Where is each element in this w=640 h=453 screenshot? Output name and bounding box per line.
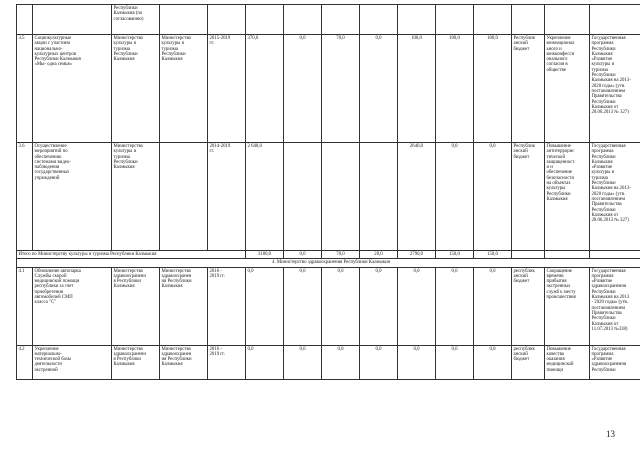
expected-result: Укрепление межнационал ьного и межконфесси онального согласия в обществе [546,36,575,73]
funding-total: 370,0 [246,35,284,143]
funding-total: 0,0 [246,345,284,379]
funding-2019: 0,0 [436,143,474,251]
funding-2019: 0,0 [436,267,474,345]
total-value: 2790,0 [398,251,436,259]
funding-2018: 2640,0 [398,143,436,251]
expected-result: Повышение качества оказания медицинской помощи [546,346,574,373]
executor-cell: Министерство здравоохранени я Республики Калмыкия [113,346,146,368]
page-number: 13 [606,429,615,439]
executor-cell: Республики Калмыкия (по согласованию) [113,6,144,22]
period-cell: 2015-2019 гг. [209,36,231,47]
funding-source: республик анский бюджет [513,268,535,285]
executor-cell: Министерство здравоохранени я Республики Калмыкия [113,268,146,290]
measures-table [16,4,640,380]
state-program: Государственная программа Республики Калмыкия «Развитие культуры и туризма Республики Калмыкия на 2013- 2020 годы» (утв. постановлением Правительства Республики Калмыкия от 28.06.2013 № 327) [591,144,631,224]
total-value: 150,0 [436,251,474,259]
funding-2019: 0,0 [436,345,474,379]
funding-2016: 0,0 [322,267,360,345]
measure-name: Укрепление материально- технической базы деятельности экстренной [34,346,71,373]
funding-2016: 0,0 [322,345,360,379]
row-number: 3.6 [17,143,33,251]
funding-2020: 0,0 [474,267,512,345]
total-value: 150,0 [474,251,512,259]
funding-total: 0,0 [246,267,284,345]
row-number: 4.1 [17,267,33,345]
row-number: 4.2 [17,345,33,379]
total-label: Итого по Министерству культуры и туризма Республики Калмыкия [17,251,246,259]
table-row [17,267,640,345]
measure-name: Обновление автопарка Службы скорой медицинской помощи республики за счет приобретения автомобилей СМП класса "С" [34,268,81,306]
table-row [17,345,640,379]
funding-2020: 0,0 [474,143,512,251]
coexecutor-cell: Министерство здравоохранен ия Республики Калмыкия [161,346,192,368]
state-program: Государственная программа Республики Калмыкия «Развитие культуры и туризма Республики Калмыкия на 2013- 2020 годы» (утв. постановлением Правительства Республики Калмыкия от 28.06.2013 № 327) [591,36,631,116]
period-cell: 2014-2019 гг. [209,144,231,155]
total-value: 3180,0 [246,251,284,259]
total-row [17,251,640,259]
table-row [17,35,640,143]
total-value: 0,0 [284,251,322,259]
funding-2016 [322,143,360,251]
funding-2015 [284,143,322,251]
funding-2017: 0,0 [360,345,398,379]
funding-2017: 0,0 [360,35,398,143]
section-header-row [17,259,640,267]
funding-total: 2 640,0 [246,143,284,251]
coexecutor-cell: Министерство здравоохранен ия Республики Калмыкия [161,268,192,290]
funding-2015: 0,0 [284,345,322,379]
funding-2019: 100,0 [436,35,474,143]
funding-2015: 0,0 [284,267,322,345]
measure-name: Социокультурные акции с участием национально- культурных центров Республики Калмыкия «Мы- одна семья» [34,36,81,68]
funding-2020: 100,0 [474,35,512,143]
funding-2018: 100,0 [398,35,436,143]
total-value: 20,0 [360,251,398,259]
funding-source: республик анский бюджет [513,346,535,363]
period-cell: 2016 - 2019 гг. [209,346,225,357]
state-program: Государственная программа «Развитие здравоохранения Республики [591,346,627,373]
state-program: Государственная программа «Развитие здравоохранения Республики Калмыкия на 2013 - 2020 годы» (утв. постановлением Правительства Республики Калмыкия от 11.07.2013 №338) [591,268,630,332]
funding-2017: 0,0 [360,267,398,345]
funding-2020: 0,0 [474,345,512,379]
section-title: 4. Министерство здравоохранения Республики Калмыкия [17,259,640,267]
coexecutor-cell: Министерство культуры и туризма Республики Калмыкия [161,36,192,63]
funding-2016: 70,0 [322,35,360,143]
executor-cell: Министерство культуры и туризма Республики Калмыкия [113,144,144,171]
measure-name: Осуществление мероприятий по обеспечению системами видео- наблюдения государственных учреждений [34,144,71,181]
funding-2018: 0,0 [398,345,436,379]
expected-result: Повышение антитеррорис тической защищенност и и обеспечение безопасности на объектах культуры Республики Калмыкия [546,144,575,202]
funding-2017 [360,143,398,251]
funding-2018: 0,0 [398,267,436,345]
funding-source: Республик анский бюджет [513,36,535,52]
table-row-continuation [17,5,640,35]
expected-result: Сокращение времени прибытия экстренных служб к месту происшествия [546,268,576,301]
funding-2015: 0,0 [284,35,322,143]
funding-source: Республик анский бюджет [513,144,535,160]
period-cell: 2016 - 2019 гг. [209,268,225,279]
executor-cell: Министерство культуры и туризма Республики Калмыкия [113,36,144,63]
table-row [17,143,640,251]
row-number: 3.5 [17,35,33,143]
total-value: 70,0 [322,251,360,259]
